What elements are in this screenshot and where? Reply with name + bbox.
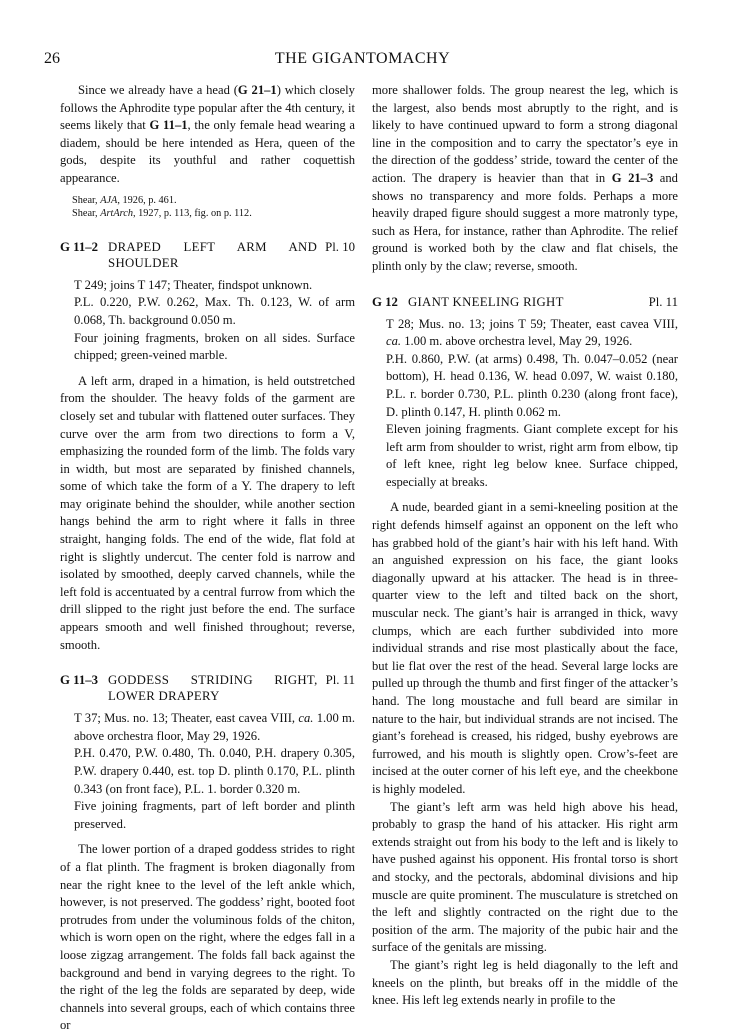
catalog-title: GIANT KNEELING RIGHT <box>407 294 564 309</box>
description-paragraph: The giant’s left arm was held high above his head, probably to grasp the hand of his attacker. His right arm extends straight out from his body to the left and is likely to have pushed against his opponent. His frontal torso is short and stocky, and the pectorals, abdominal divisions and hip muscle are quite prominent. The musculature is stretched on the left and slightly contracted on the right due to the position of the arm. The majority of the pubic hair and the surface of the genitals are missing. <box>372 799 678 955</box>
cross-ref-g21-3: G 21–3 <box>611 170 654 185</box>
description-paragraph: A left arm, draped in a himation, is held outstretched from the shoulder. The heavy folds of the garment are closely set and tubular with flattened outer surfaces. They curve over the arm from two directions to form a V, emphasizing the rounded form of the limb. The folds vary in width, but most are separated by finished channels, some of which take the form of a Y. The drapery to left may originate behind the shoulder, while another section hangs behind the arm to right where it falls in three straight, hanging folds. The end of the wide, flat fold at right is slightly undercut. The center fold is narrow and isolated by smoothed, deeply carved channels, while the left fold is accentuated by a central furrow from which the drill slipped to the right just before the end. The surface appears smooth and well finished throughout; reverse, smooth. <box>60 373 355 652</box>
catalog-entry-heading <box>60 239 355 271</box>
inventory-line: T 28; Mus. no. 13; joins T 59; Theater, east cavea VIII, ca. 1.00 m. above orchestra level, May 29, 1926. <box>386 316 678 349</box>
inventory-line: T 249; joins T 147; Theater, findspot unknown. <box>74 277 313 292</box>
catalog-entry-heading <box>372 294 678 310</box>
catalog-title: GODDESS STRIDING RIGHT, LOWER DRAPERY <box>108 673 318 704</box>
catalog-entry-heading <box>60 672 355 704</box>
left-column <box>60 82 355 1035</box>
inventory-line: T 37; Mus. no. 13; Theater, east cavea VIII, ca. 1.00 m. above orchestra floor, May 29, 1926. <box>74 711 355 743</box>
page-number: 26 <box>44 50 60 67</box>
condition-line: Five joining fragments, part of left border and plinth preserved. <box>74 799 355 831</box>
bibliography-entry: Shear, ArtArch, 1927, p. 113, fig. on p. 112. <box>72 208 252 220</box>
page-header <box>44 50 681 72</box>
condition-line: Eleven joining fragments. Giant complete except for his left arm from shoulder to wrist, right arm from elbow, tip of left knee, right leg below knee. Surface chipped, especially at breaks. <box>386 422 678 489</box>
catalog-number: G 11–3 <box>60 673 99 688</box>
plate-reference: Pl. 11 <box>325 673 355 688</box>
plate-reference: Pl. 11 <box>648 294 678 309</box>
description-paragraph: The lower portion of a draped goddess strides to right of a flat plinth. The fragment is broken diagonally from near the right knee to the level of the left ankle which, however, is not preserved. The goddess’ right, booted foot protrudes from under the voluminous folds of the chiton, which is worn open on the right, where the edges fall in a loose zigzag arrangement. The folds fall back against the background and bend in varying degrees to the right. To the right of the leg the folds are separated by deep, wide channels into several groups, each of which contains three or <box>60 842 355 1033</box>
catalog-metadata <box>60 710 355 833</box>
catalog-title: DRAPED LEFT ARM AND SHOULDER <box>108 239 318 270</box>
dimensions-line: P.L. 0.220, P.W. 0.262, Max. Th. 0.123, W. of arm 0.068, Th. background 0.050 m. <box>74 295 355 327</box>
dimensions-line: P.H. 0.860, P.W. (at arms) 0.498, Th. 0.047–0.052 (near bottom), H. head 0.136, W. head 0.097, W. waist 0.180, P.L. r. border 0.730, P.L. plinth 0.230 (along front face), D. plinth 0.147, H. plinth 0.062 m. <box>386 351 678 419</box>
catalog-metadata <box>60 277 355 365</box>
continued-paragraph: more shallower folds. The group nearest the leg, which is the largest, also bends most abruptly to the right, and is likely to have continued upward to form a strong diagonal line in the composition and to carry the spectator’s eye in the direction of the goddess’ stride, toward the center of the action. The drapery is heavier than that in G 21–3 and shows no transparency and more folds. Perhaps a more heavily draped figure should suggest a more matronly type, such as Hera, for instance, rather than Aphrodite. The relief ground is worked both by the claw and flat chisels, the plinth only by the claw; reverse, smooth. <box>372 83 678 273</box>
catalog-metadata <box>372 316 678 492</box>
catalog-number: G 12 <box>372 294 398 309</box>
right-column <box>372 82 678 1010</box>
dimensions-line: P.H. 0.470, P.W. 0.480, Th. 0.040, P.H. drapery 0.305, P.W. drapery 0.440, est. top D. plinth 0.170, P.L. plinth 0.343 (on front face), P.L. 1. border 0.320 m. <box>74 746 355 796</box>
cross-ref-g11-1: G 11–1 <box>149 118 188 133</box>
intro-paragraph: Since we already have a head (G 21–1) which closely follows the Aphrodite type popular after the 4th century, it seems likely that G 11–1, the only female head wearing a diadem, should be here intended as Hera, queen of the gods, despite its youthful and rather coquettish appearance. <box>60 83 356 185</box>
description-paragraph: A nude, bearded giant in a semi-kneeling position at the right defends himself against an opponent on the left who has grabbed hold of the giant’s hair with his left hand. With an anguished expression on his face, the giant looks diagonally upward at his attacker. The head is in three-quarter view to the left and tilted back on the short, muscular neck. The giant’s hair is arranged in thick, wavy clumps, which are each further subdivided into more individual strands and rise most plastically about the face, but lie flat over the rest of the head. Several large locks are pulled up through the thumb and first finger of the attacker’s hand. The long moustache and full beard are similar in nature to the hair, but individual strands are not incised. The giant’s forehead is creased, his ridged, bushy eyebrows are furrowed, and his mouth is slightly open. Crow’s-feet are incised at the outer corner of his left eye, and the cheekbone is highly modeled. <box>372 500 678 796</box>
cross-ref-g21-1: G 21–1 <box>237 83 277 97</box>
condition-line: Four joining fragments, broken on all sides. Surface chipped; green-veined marble. <box>74 330 355 363</box>
catalog-number: G 11–2 <box>60 239 99 254</box>
description-paragraph: The giant’s right leg is held diagonally to the left and kneels on the plinth, but breaks off in the middle of the knee. His left leg extends nearly in profile to the <box>372 957 678 1008</box>
plate-reference: Pl. 10 <box>325 239 355 254</box>
bibliography-entry: Shear, AJA, 1926, p. 461. <box>72 194 177 206</box>
running-title: THE GIGANTOMACHY <box>274 50 451 67</box>
